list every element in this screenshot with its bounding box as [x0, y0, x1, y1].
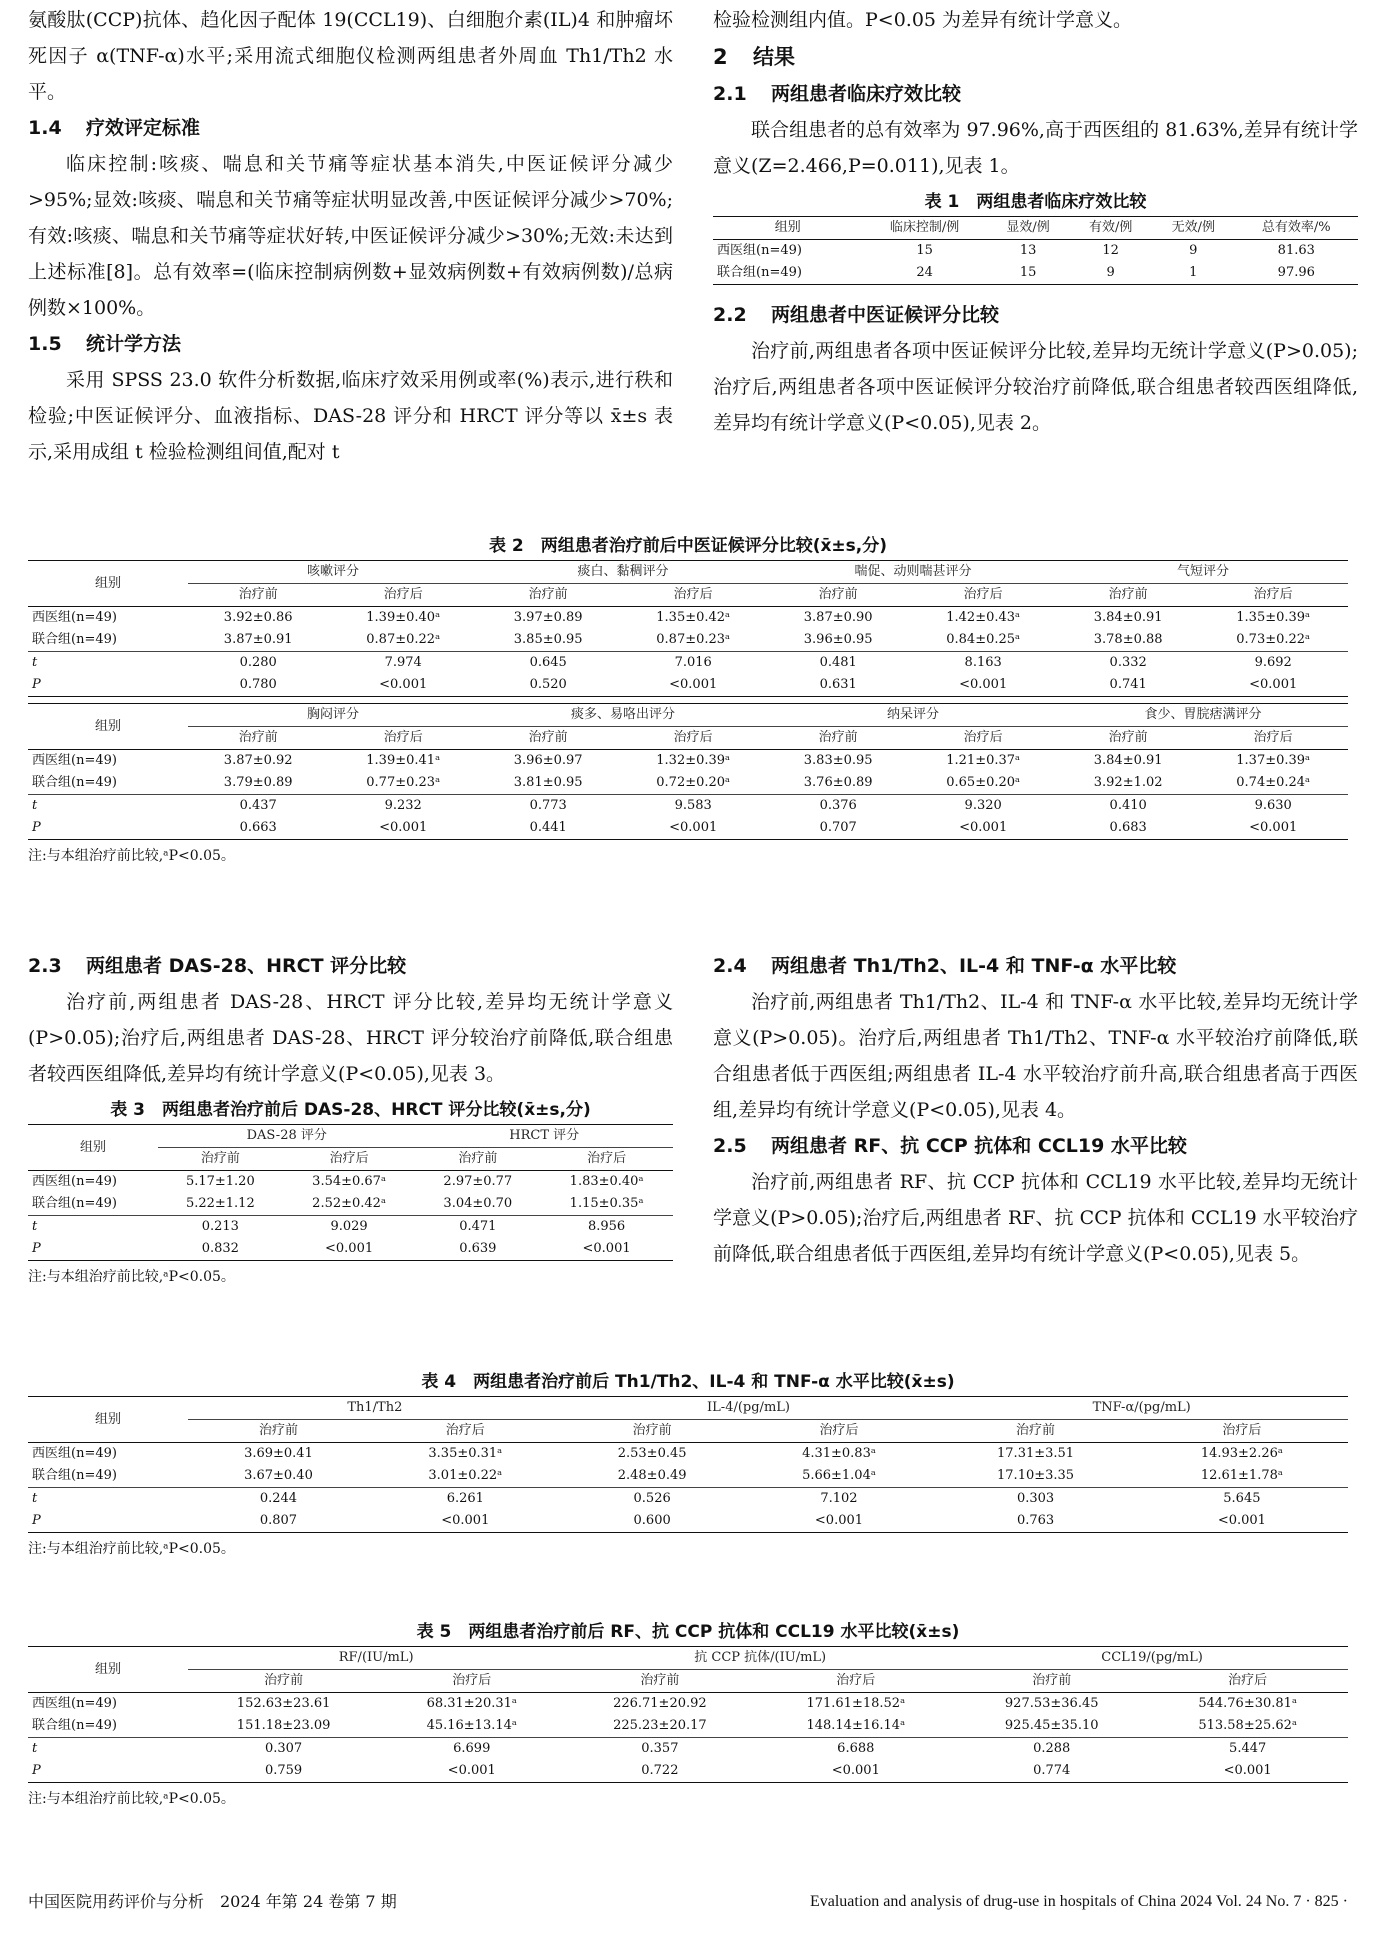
table-row: 西医组(n=49) 3.69±0.41 3.35±0.31ᵃ 2.53±0.45 4.31±0.83ᵃ 17.31±3.51 14.93±2.26ᵃ [32, 1446, 1283, 1461]
table-row: 联合组(n=49) 151.18±23.09 45.16±13.14ᵃ 225.23±20.17 148.14±16.14ᵃ 925.45±35.10 513.58±25.62ᵃ [28, 1715, 1348, 1738]
table-2-block-1: 组别 咳嗽评分 痰白、黏稠评分 喘促、动则喘甚评分 气短评分 治疗前 治疗后 治疗前 治疗后 治疗前 治疗后 治疗前 治疗后 西医组(n=49) 3.92±0.86 1.39±0.40ᵃ 3.97±0.89 1.35±0.42ᵃ 3.87±0.90 1.42±0.43ᵃ 3.84±0.91 1.35±0.39ᵃ 联合组(n=49) 3.87±0.91 0.87±0.22ᵃ 3.85±0.95 0.87±0.23ᵃ 3.96±0.95 0.84±0.25ᵃ 3.78±0.88 0.73±0.22ᵃ t 0.280 7.974 0.645 7.016 0.481 8.163 0.332 9.692 P 0.780 <0.001 0.520 <0.001 0.631 <0.001 0.741 <0.001 [28, 560, 1348, 697]
table-row: 联合组(n=49) 24 15 9 1 97.96 [713, 262, 1358, 285]
body-paragraph: 氨酸肽(CCP)抗体、趋化因子配体 19(CCL19)、白细胞介素(IL)4 和肿瘤坏死因子 α(TNF-α)水平;采用流式细胞仪检测两组患者外周血 Th1/Th2 水平。 [28, 9, 673, 103]
footer-journal-cn: 中国医院用药评价与分析 2024 年第 24 卷第 7 期 [28, 1892, 397, 1911]
body-paragraph: 治疗前,两组患者 RF、抗 CCP 抗体和 CCL19 水平比较,差异均无统计学意义(P>0.05);治疗后,两组患者 RF、抗 CCP 抗体和 CCL19 水平较治疗前降低,联合组患者低于西医组,差异均有统计学意义(P<0.05),见表 5。 [713, 1171, 1358, 1265]
table-row: 联合组(n=49) 3.67±0.40 3.01±0.22ᵃ 2.48±0.49 5.66±1.04ᵃ 17.10±3.35 12.61±1.78ᵃ [28, 1465, 1348, 1488]
table-4 [28, 1368, 1348, 1559]
table-row: 联合组(n=49) 3.79±0.89 0.77±0.23ᵃ 3.81±0.95 0.72±0.20ᵃ 3.76±0.89 0.65±0.20ᵃ 3.92±1.02 0.74±0.24ᵃ [28, 772, 1348, 795]
body-paragraph: 采用 SPSS 23.0 软件分析数据,临床疗效采用例或率(%)表示,进行秩和检验;中医证候评分、血液指标、DAS-28 评分和 HRCT 评分等以 x̄±s 表示,采用成组 t 检验检测组间值,配对 t [28, 369, 673, 463]
table-row: t 0.244 6.261 0.526 7.102 0.303 5.645 [32, 1491, 1261, 1506]
journal-page [28, 0, 1358, 1940]
body-paragraph: 检验检测组内值。P<0.05 为差异有统计学意义。 [713, 9, 1133, 31]
table-row: 西医组(n=49) 15 13 12 9 81.63 [717, 243, 1315, 258]
table-2-note: 注:与本组治疗前比较,ᵃP<0.05。 [28, 848, 235, 864]
table-row: P 0.807 <0.001 0.600 <0.001 0.763 <0.001 [28, 1510, 1348, 1533]
table-5-note: 注:与本组治疗前比较,ᵃP<0.05。 [28, 1791, 235, 1807]
right-column-top [713, 2, 1358, 441]
table-5-caption: 表 5 两组患者治疗前后 RF、抗 CCP 抗体和 CCL19 水平比较(x̄±s) [416, 1622, 960, 1642]
section-heading-2-2: 2.2 两组患者中医证候评分比较 [713, 304, 1000, 326]
table-1 [713, 188, 1358, 285]
table-row: t 0.213 9.029 0.471 8.956 [32, 1219, 626, 1234]
section-heading-1-5: 1.5 统计学方法 [28, 333, 182, 355]
section-heading-2-4: 2.4 两组患者 Th1/Th2、IL-4 和 TNF-α 水平比较 [713, 955, 1177, 977]
table-4-caption: 表 4 两组患者治疗前后 Th1/Th2、IL-4 和 TNF-α 水平比较(x̄±s) [421, 1372, 955, 1392]
table-row: t 0.437 9.232 0.773 9.583 0.376 9.320 0.410 9.630 [32, 798, 1292, 813]
right-column-mid [713, 948, 1358, 1272]
table-row: P 0.780 <0.001 0.520 <0.001 0.631 <0.001 0.741 <0.001 [28, 674, 1348, 697]
section-heading-2: 2 结果 [713, 45, 795, 69]
table-row: 联合组(n=49) 3.87±0.91 0.87±0.22ᵃ 3.85±0.95 0.87±0.23ᵃ 3.96±0.95 0.84±0.25ᵃ 3.78±0.88 0.73±0.22ᵃ [28, 629, 1348, 652]
section-heading-1-4: 1.4 疗效评定标准 [28, 117, 201, 139]
table-row: 西医组(n=49) 152.63±23.61 68.31±20.31ᵃ 226.71±20.92 171.61±18.52ᵃ 927.53±36.45 544.76±30.81ᵃ [32, 1696, 1297, 1711]
table-5-grid: 组别 RF/(IU/mL) 抗 CCP 抗体/(IU/mL) CCL19/(pg/mL) 治疗前 治疗后 治疗前 治疗后 治疗前 治疗后 西医组(n=49) 152.63±23.61 68.31±20.31ᵃ 226.71±20.92 171.61±18.52ᵃ 927.53±36.45 544.76±30.81ᵃ 联合组(n=49) 151.18±23.09 45.16±13.14ᵃ 225.23±20.17 148.14±16.14ᵃ 925.45±35.10 513.58±25.62ᵃ t 0.307 6.699 0.357 6.688 0.288 5.447 P 0.759 <0.001 0.722 <0.001 0.774 <0.001 [28, 1646, 1348, 1783]
table-5 [28, 1618, 1348, 1809]
table-2-caption: 表 2 两组患者治疗前后中医证候评分比较(x̄±s,分) [488, 536, 888, 556]
table-2-block-2: 组别 胸闷评分 痰多、易咯出评分 纳呆评分 食少、胃脘痞满评分 治疗前 治疗后 治疗前 治疗后 治疗前 治疗后 治疗前 治疗后 西医组(n=49) 3.87±0.92 1.39±0.41ᵃ 3.96±0.97 1.32±0.39ᵃ 3.83±0.95 1.21±0.37ᵃ 3.84±0.91 1.37±0.39ᵃ 联合组(n=49) 3.79±0.89 0.77±0.23ᵃ 3.81±0.95 0.72±0.20ᵃ 3.76±0.89 0.65±0.20ᵃ 3.92±1.02 0.74±0.24ᵃ t 0.437 9.232 0.773 9.583 0.376 9.320 0.410 9.630 P 0.663 <0.001 0.441 <0.001 0.707 <0.001 0.683 <0.001 [28, 703, 1348, 840]
table-row: 西医组(n=49) 5.17±1.20 3.54±0.67ᵃ 2.97±0.77 1.83±0.40ᵃ [32, 1174, 644, 1189]
table-row: P 0.663 <0.001 0.441 <0.001 0.707 <0.001 0.683 <0.001 [28, 817, 1348, 840]
body-paragraph: 治疗前,两组患者各项中医证候评分比较,差异均无统计学意义(P>0.05);治疗后,两组患者各项中医证候评分较治疗前降低,联合组患者较西医组降低,差异均有统计学意义(P<0.05),见表 2。 [713, 340, 1358, 434]
table-row: t 0.307 6.699 0.357 6.688 0.288 5.447 [32, 1741, 1267, 1756]
table-row: P 0.832 <0.001 0.639 <0.001 [28, 1238, 673, 1261]
left-column-mid [28, 948, 673, 1287]
body-paragraph: 联合组患者的总有效率为 97.96%,高于西医组的 81.63%,差异有统计学意义(Z=2.466,P=0.011),见表 1。 [713, 119, 1358, 177]
table-row: 西医组(n=49) 3.92±0.86 1.39±0.40ᵃ 3.97±0.89 1.35±0.42ᵃ 3.87±0.90 1.42±0.43ᵃ 3.84±0.91 1.35±0.39ᵃ [32, 610, 1311, 625]
left-column-top [28, 2, 673, 470]
footer-journal-en: Evaluation and analysis of drug-use in hospitals of China 2024 Vol. 24 No. 7 · 825 · [809, 1893, 1348, 1910]
section-heading-2-1: 2.1 两组患者临床疗效比较 [713, 83, 962, 105]
table-row: 西医组(n=49) 3.87±0.92 1.39±0.41ᵃ 3.96±0.97 1.32±0.39ᵃ 3.83±0.95 1.21±0.37ᵃ 3.84±0.91 1.37±0.39ᵃ [32, 753, 1311, 768]
table-3-grid: 组别 DAS-28 评分 HRCT 评分 治疗前 治疗后 治疗前 治疗后 西医组(n=49) 5.17±1.20 3.54±0.67ᵃ 2.97±0.77 1.83±0.40ᵃ 联合组(n=49) 5.22±1.12 2.52±0.42ᵃ 3.04±0.70 1.15±0.35ᵃ t 0.213 9.029 0.471 8.956 P 0.832 <0.001 0.639 <0.001 [28, 1124, 673, 1261]
body-paragraph: 治疗前,两组患者 DAS-28、HRCT 评分比较,差异均无统计学意义(P>0.05);治疗后,两组患者 DAS-28、HRCT 评分较治疗前降低,联合组患者较西医组降低,差异均有统计学意义(P<0.05),见表 3。 [28, 991, 673, 1085]
table-2 [28, 532, 1348, 866]
table-row: t 0.280 7.974 0.645 7.016 0.481 8.163 0.332 9.692 [32, 655, 1292, 670]
table-4-grid: 组别 Th1/Th2 IL-4/(pg/mL) TNF-α/(pg/mL) 治疗前 治疗后 治疗前 治疗后 治疗前 治疗后 西医组(n=49) 3.69±0.41 3.35±0.31ᵃ 2.53±0.45 4.31±0.83ᵃ 17.31±3.51 14.93±2.26ᵃ 联合组(n=49) 3.67±0.40 3.01±0.22ᵃ 2.48±0.49 5.66±1.04ᵃ 17.10±3.35 12.61±1.78ᵃ t 0.244 6.261 0.526 7.102 0.303 5.645 P 0.807 <0.001 0.600 <0.001 0.763 <0.001 [28, 1396, 1348, 1533]
table-4-note: 注:与本组治疗前比较,ᵃP<0.05。 [28, 1541, 235, 1557]
table-header-row: 组别 临床控制/例 显效/例 有效/例 无效/例 总有效率/% [713, 217, 1358, 240]
body-paragraph: 治疗前,两组患者 Th1/Th2、IL-4 和 TNF-α 水平比较,差异均无统计学意义(P>0.05)。治疗后,两组患者 Th1/Th2、TNF-α 水平较治疗前降低,联合组患者低于西医组;两组患者 IL-4 水平较治疗前升高,联合组患者高于西医组,差异均有统计学意义(P<0.05),见表 4。 [713, 991, 1358, 1121]
body-paragraph: 临床控制:咳痰、喘息和关节痛等症状基本消失,中医证候评分减少>95%;显效:咳痰、喘息和关节痛等症状明显改善,中医证候评分减少>70%;有效:咳痰、喘息和关节痛等症状好转,中医证候评分减少>30%;无效:未达到上述标准[8]。总有效率=(临床控制病例数+显效病例数+有效病例数)/总病例数×100%。 [28, 153, 673, 319]
table-row: 联合组(n=49) 5.22±1.12 2.52±0.42ᵃ 3.04±0.70 1.15±0.35ᵃ [28, 1193, 673, 1216]
section-heading-2-3: 2.3 两组患者 DAS-28、HRCT 评分比较 [28, 955, 407, 977]
table-1-caption: 表 1 两组患者临床疗效比较 [924, 192, 1147, 212]
table-3 [28, 1096, 673, 1287]
section-heading-2-5: 2.5 两组患者 RF、抗 CCP 抗体和 CCL19 水平比较 [713, 1135, 1187, 1157]
table-3-caption: 表 3 两组患者治疗前后 DAS-28、HRCT 评分比较(x̄±s,分) [110, 1100, 591, 1120]
table-1-grid [713, 216, 1358, 285]
table-3-note: 注:与本组治疗前比较,ᵃP<0.05。 [28, 1269, 235, 1285]
table-row: P 0.759 <0.001 0.722 <0.001 0.774 <0.001 [28, 1760, 1348, 1783]
